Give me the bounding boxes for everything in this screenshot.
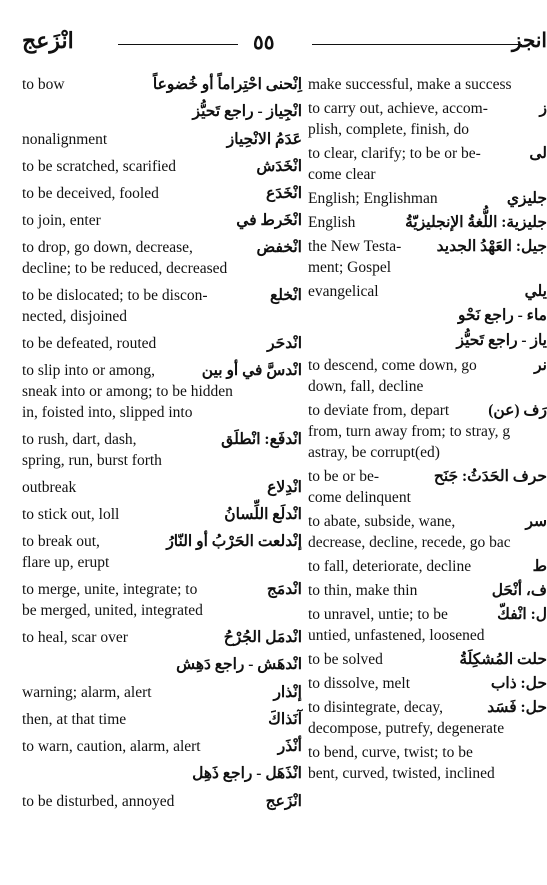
right-entry <box>308 74 547 95</box>
page-header <box>0 24 547 64</box>
right-entry <box>308 580 547 601</box>
right-entry <box>308 236 547 278</box>
english-definition: to deviate from, depart <box>308 402 450 419</box>
definition-continuation: untied, unfastened, loosened <box>308 627 485 644</box>
left-entry <box>22 101 302 123</box>
page-number: ٥٥ <box>253 32 275 54</box>
right-entry <box>308 742 547 784</box>
left-entry <box>22 429 302 471</box>
english-definition: the New Testa- <box>308 238 402 255</box>
left-entry <box>22 682 302 703</box>
left-entry <box>22 183 302 204</box>
english-definition: then, at that time <box>22 711 127 728</box>
arabic-headword: ز <box>539 100 547 117</box>
english-definition: to abate, subside, wane, <box>308 513 456 530</box>
arabic-headword: انْدِلاع <box>267 479 302 496</box>
english-definition: to be defeated, routed <box>22 335 157 352</box>
english-definition: to carry out, achieve, accom- <box>308 100 488 117</box>
english-definition: to drop, go down, decrease, <box>22 239 193 256</box>
english-definition: to merge, unite, integrate; to <box>22 581 198 598</box>
english-definition: English <box>308 214 356 231</box>
english-definition: to dissolve, melt <box>308 675 411 692</box>
english-definition: to stick out, loll <box>22 506 120 523</box>
right-entry <box>308 604 547 646</box>
arabic-headword: انْخَدَش <box>256 158 302 175</box>
right-entry <box>308 400 547 463</box>
english-definition: to be solved <box>308 651 383 668</box>
english-definition: to unravel, untie; to be <box>308 606 448 623</box>
english-definition: to be deceived, fooled <box>22 185 159 202</box>
header-rule-left <box>118 44 238 45</box>
arabic-headword: ط <box>532 558 547 575</box>
left-entry <box>22 791 302 812</box>
arabic-headword: انْدفَع: انْطلَق <box>221 431 302 448</box>
arabic-headword: نر <box>534 357 547 374</box>
definition-continuation: down, fall, decline <box>308 378 424 395</box>
right-column <box>308 74 547 787</box>
english-definition: to descend, come down, go <box>308 357 477 374</box>
left-entry <box>22 531 302 573</box>
definition-continuation: plish, complete, finish, do <box>308 121 470 138</box>
arabic-headword: انْذَهَل - راجع ذَهِل <box>192 765 302 782</box>
english-definition: to heal, scar over <box>22 629 128 646</box>
arabic-headword: ياز - راجع تَحيُّز <box>456 332 547 349</box>
left-entry <box>22 504 302 525</box>
arabic-headword: انْدلَع اللِّسانُ <box>224 506 302 523</box>
left-entry <box>22 627 302 648</box>
arabic-headword: انْجِياز - راجع تَحيُّز <box>192 103 302 120</box>
arabic-headword: أنْذَر <box>277 738 302 755</box>
arabic-headword: سر <box>525 513 547 530</box>
arabic-headword: جليزي <box>506 190 547 207</box>
arabic-headword: ماء - راجع نَحْو <box>457 307 547 324</box>
left-entry <box>22 333 302 354</box>
right-entry <box>308 649 547 670</box>
definition-continuation: ment; Gospel <box>308 259 392 276</box>
definition-continuation: from, turn away from; to stray, g <box>308 423 511 440</box>
english-definition: to disintegrate, decay, <box>308 699 443 716</box>
arabic-headword: انْدسَّ في أو بين <box>201 362 302 379</box>
right-entry <box>308 305 547 327</box>
definition-continuation: nected, disjoined <box>22 308 128 325</box>
header-rule-right <box>312 44 522 45</box>
arabic-headword: حرف الحَدَثُ: جَنَح <box>433 468 547 485</box>
english-definition: to warn, caution, alarm, alert <box>22 738 201 755</box>
left-entry <box>22 654 302 676</box>
definition-continuation: decompose, putrefy, degenerate <box>308 720 505 737</box>
arabic-headword: رَف (عن) <box>488 402 547 419</box>
english-definition: nonalignment <box>22 131 108 148</box>
arabic-headword: انْخلع <box>269 287 302 304</box>
english-definition: evangelical <box>308 283 379 300</box>
header-cut-word: انجز <box>511 30 547 52</box>
left-entry <box>22 156 302 177</box>
left-entry <box>22 736 302 757</box>
definition-continuation: sneak into or among; to be hidden <box>22 383 233 400</box>
arabic-headword: ل: انْفكّ <box>497 606 547 623</box>
arabic-headword: حل: ذاب <box>490 675 547 692</box>
definition-continuation: decrease, decline, recede, go bac <box>308 534 511 551</box>
right-entry <box>308 188 547 209</box>
english-definition: to bow <box>22 76 65 93</box>
left-entry <box>22 285 302 327</box>
english-definition: to rush, dart, dash, <box>22 431 137 448</box>
arabic-headword: لى <box>529 145 547 162</box>
right-entry <box>308 212 547 233</box>
english-definition: to thin, make thin <box>308 582 418 599</box>
arabic-headword: إنْدلعت الحَرْبُ أو النّارُ <box>166 533 302 550</box>
english-definition: warning; alarm, alert <box>22 684 152 701</box>
english-definition: to bend, curve, twist; to be <box>308 744 473 761</box>
arabic-headword: انْزَعج <box>265 793 302 810</box>
arabic-headword: حلت المُشكِلَةُ <box>459 651 547 668</box>
right-entry <box>308 466 547 508</box>
arabic-headword: إنْذار <box>273 684 302 701</box>
right-entry <box>308 281 547 302</box>
arabic-headword: يلي <box>524 283 547 300</box>
left-entry <box>22 579 302 621</box>
english-definition: to be disturbed, annoyed <box>22 793 175 810</box>
header-headword: انْزَعج <box>22 28 74 53</box>
english-definition: to break out, <box>22 533 100 550</box>
arabic-headword: آنَذاكَ <box>268 711 302 728</box>
english-definition: to clear, clarify; to be or be- <box>308 145 481 162</box>
arabic-headword: انْدهَش - راجع دَهِش <box>176 656 302 673</box>
arabic-headword: جليزية: اللُّغةُ الإنجليزيّةُ <box>405 214 547 231</box>
arabic-headword: جيل: العَهْدُ الجديد <box>436 238 547 255</box>
right-entry <box>308 355 547 397</box>
english-definition: English; Englishman <box>308 190 438 207</box>
arabic-headword: انْدمَج <box>266 581 302 598</box>
arabic-headword: انْخَدَع <box>265 185 302 202</box>
arabic-headword: اِنْحنى احْتِراماً أو خُضوعاً <box>152 76 302 93</box>
definition-continuation: in, foisted into, slipped into <box>22 404 193 421</box>
arabic-headword: ف، أنْحَل <box>491 582 547 599</box>
left-entry <box>22 477 302 498</box>
arabic-headword: انْخَرط في <box>236 212 302 229</box>
definition-continuation: bent, curved, twisted, inclined <box>308 765 495 782</box>
left-entry <box>22 237 302 279</box>
english-definition: to fall, deteriorate, decline <box>308 558 472 575</box>
left-entry <box>22 210 302 231</box>
arabic-headword: انْدحَر <box>267 335 302 352</box>
left-entry <box>22 74 302 95</box>
left-entry <box>22 360 302 423</box>
right-entry <box>308 697 547 739</box>
english-definition: to be scratched, scarified <box>22 158 177 175</box>
left-entry <box>22 129 302 150</box>
english-definition: make successful, make a success <box>308 76 512 93</box>
right-entry <box>308 556 547 577</box>
english-definition: to be or be- <box>308 468 380 485</box>
english-definition: to be dislocated; to be discon- <box>22 287 208 304</box>
right-entry <box>308 143 547 185</box>
english-definition: to join, enter <box>22 212 101 229</box>
definition-continuation: come clear <box>308 166 376 183</box>
left-column <box>22 74 302 818</box>
english-definition: outbreak <box>22 479 77 496</box>
arabic-headword: حل: فَسَد <box>487 699 547 716</box>
definition-continuation: come delinquent <box>308 489 411 506</box>
definition-continuation: astray, be corrupt(ed) <box>308 444 440 461</box>
left-entry <box>22 709 302 730</box>
arabic-headword: انْدمَل الجُرْحُ <box>223 629 302 646</box>
right-entry <box>308 330 547 352</box>
arabic-headword: عَدَمُ الانْحِياز <box>226 131 302 148</box>
definition-continuation: flare up, erupt <box>22 554 110 571</box>
right-entry <box>308 511 547 553</box>
right-entry <box>308 673 547 694</box>
right-entry <box>308 98 547 140</box>
arabic-headword: انْخفض <box>256 239 302 256</box>
definition-continuation: be merged, united, integrated <box>22 602 203 619</box>
left-entry <box>22 763 302 785</box>
definition-continuation: decline; to be reduced, decreased <box>22 260 228 277</box>
definition-continuation: spring, run, burst forth <box>22 452 162 469</box>
english-definition: to slip into or among, <box>22 362 156 379</box>
